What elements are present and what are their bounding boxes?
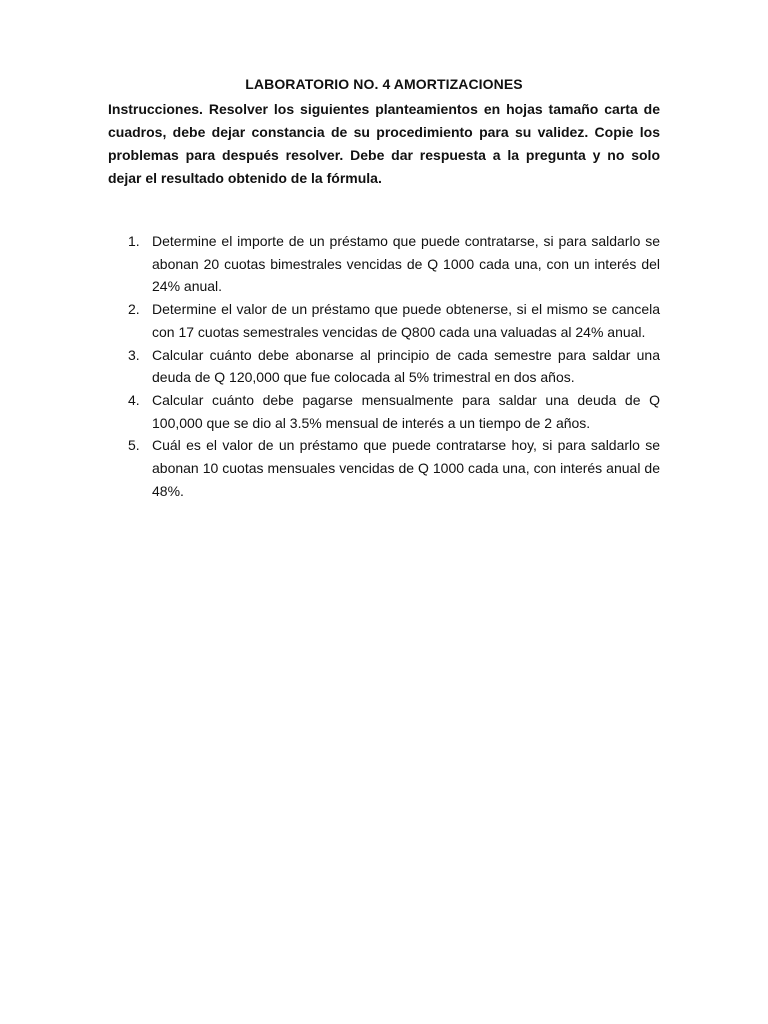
problem-text: Cuál es el valor de un préstamo que puede contratarse hoy, si para saldarlo se abonan 10 cuotas mensuales vencidas de Q 1000 cada una, con interés anual de 48%. xyxy=(152,437,660,499)
problem-text: Determine el importe de un préstamo que puede contratarse, si para saldarlo se abonan 20 cuotas bimestrales vencidas de Q 1000 cada una, con un interés del 24% anual. xyxy=(152,233,660,295)
problem-item xyxy=(108,434,660,502)
problem-item xyxy=(108,298,660,343)
problem-number: 4. xyxy=(128,391,140,408)
problem-text: Calcular cuánto debe pagarse mensualmente para saldar una deuda de Q 100,000 que se dio al 3.5% mensual de interés a un tiempo de 2 años. xyxy=(152,391,660,431)
problem-item xyxy=(108,389,660,434)
problem-text: Calcular cuánto debe abonarse al principio de cada semestre para saldar una deuda de Q 120,000 que fue colocada al 5% trimestral en dos años. xyxy=(152,346,660,386)
problem-number: 1. xyxy=(128,233,140,249)
problem-text: Determine el valor de un préstamo que puede obtenerse, si el mismo se cancela con 17 cuotas semestrales vencidas de Q800 cada una valuadas al 24% anual. xyxy=(152,301,660,340)
document-title: LABORATORIO NO. 4 AMORTIZACIONES xyxy=(245,76,523,92)
problem-number: 3. xyxy=(128,346,140,363)
problem-number: 5. xyxy=(128,437,140,454)
instructions-paragraph: Instrucciones. Resolver los siguientes planteamientos en hojas tamaño carta de cuadros, debe dejar constancia de su procedimiento para su validez. Copie los problemas para después resolver. Debe dar respuesta a la pregunta y no solo dejar el resultado obtenido de la fórmula. xyxy=(108,101,660,186)
problem-item xyxy=(108,230,660,298)
problem-item xyxy=(108,344,660,389)
problem-number: 2. xyxy=(128,301,140,318)
problem-list xyxy=(108,230,660,502)
